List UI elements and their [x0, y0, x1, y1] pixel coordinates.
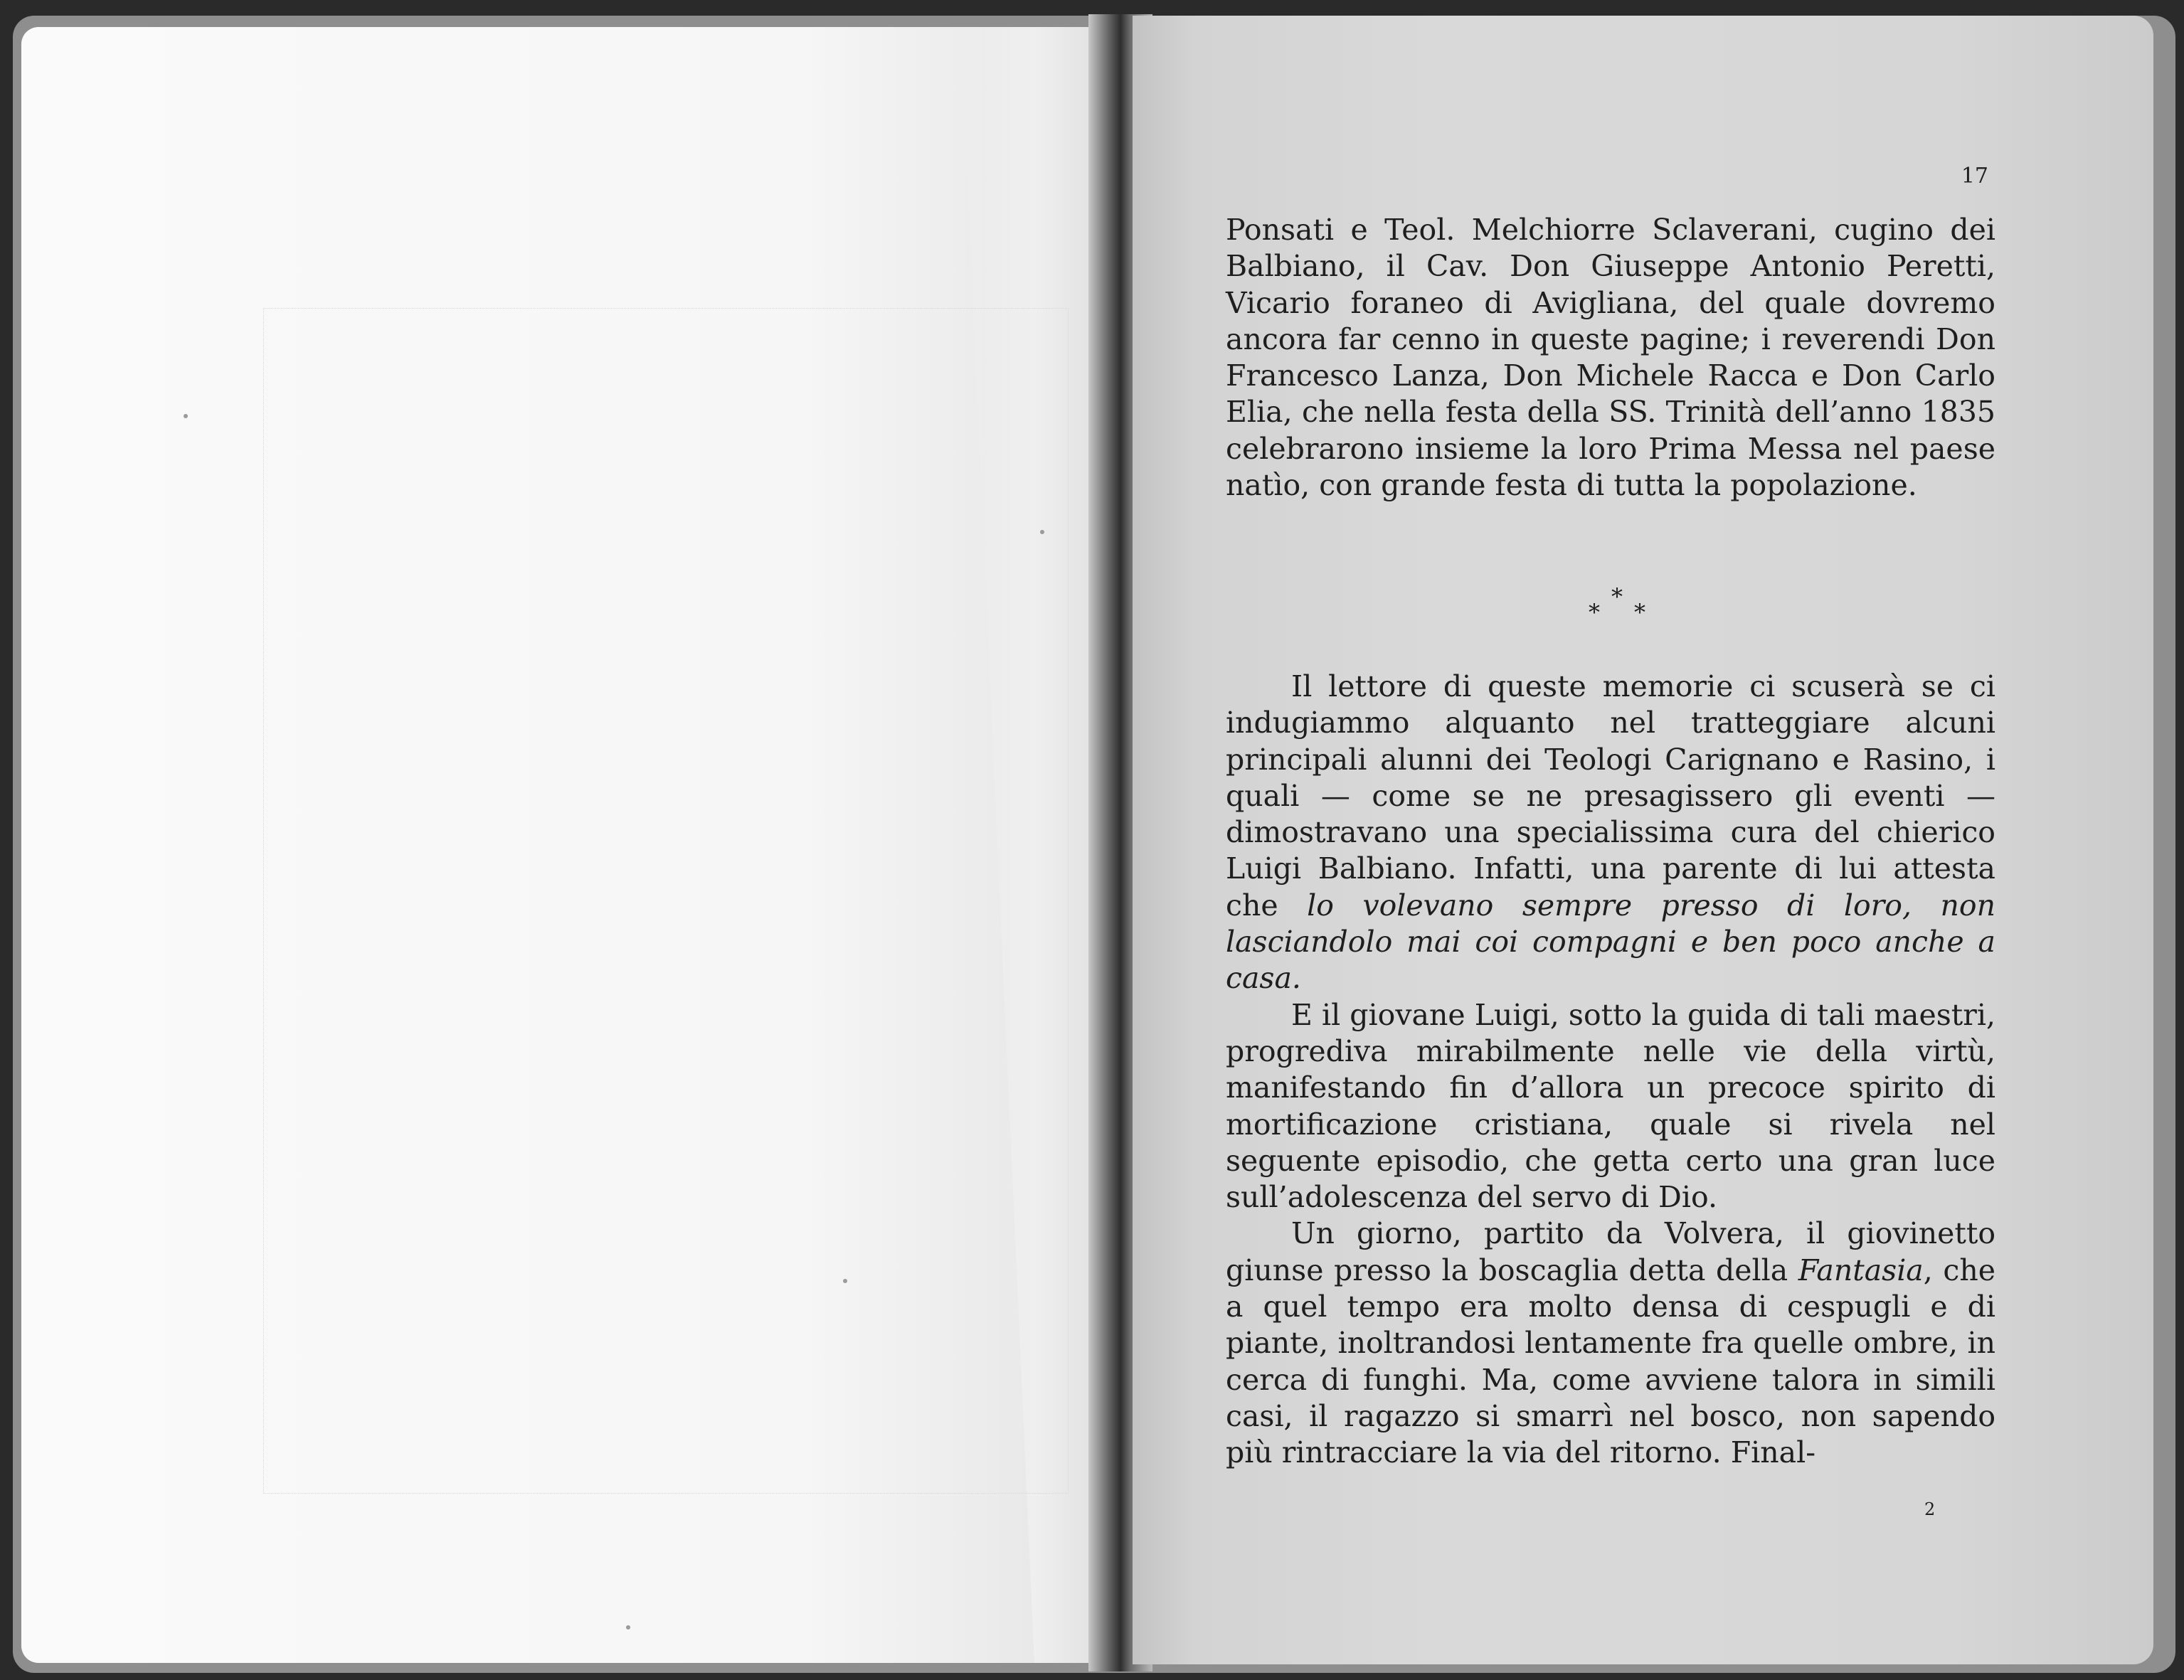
asterisk-right: * — [1634, 599, 1645, 626]
section-separator-asterism — [1576, 583, 1661, 633]
page-speck — [184, 414, 188, 418]
paragraph-4-text-end: , che a quel tempo era molto densa di cespugli e di piante, inoltrandosi lentamente fra quelle ombre, in cerca di funghi. Ma, come avviene talora in simili casi, il ragazzo si smarrì nel bosco, non sapendo più rintracciare la via del ritorno. Final- — [1226, 1253, 1996, 1470]
page-speck — [626, 1625, 630, 1630]
paragraph-2 — [1226, 669, 1995, 997]
paragraph-2-text: Il lettore di queste memorie ci scuserà se ci indugiammo alquanto nel tratteggiare alcuni principali alunni dei Teologi Carignano e Rasino, i quali — come se ne presagissero gli eventi — dimostravano una specialissima cura del chierico Luigi Balbiano. Infatti, una parente di lui attesta che — [1226, 669, 1995, 923]
page-speck — [843, 1279, 847, 1283]
paragraph-1: Ponsati e Teol. Melchiorre Sclaverani, cugino dei Balbiano, il Cav. Don Giuseppe Antonio Peretti, Vicario foraneo di Avigliana, del quale dovremo ancora far cenno in queste pagine; i reverendi Don Francesco Lanza, Don Michele Racca e Don Carlo Elia, che nella festa della SS. Trinità dell’anno 1835 celebrarono insieme la loro Prima Messa nel paese natìo, con grande festa di tutta la popolazione. — [1226, 213, 1995, 503]
left-page-faint-frame — [263, 308, 1069, 1494]
asterisk-left: * — [1589, 599, 1600, 626]
paragraph-4-text-start: Un giorno, partito da Volvera, il giovinetto giunse presso la boscaglia detta della — [1226, 1216, 1995, 1287]
paragraph-4-italic-name: Fantasia — [1798, 1253, 1924, 1287]
paragraph-4 — [1226, 1216, 1995, 1471]
page-number: 17 — [1961, 164, 1988, 188]
paragraph-2-italic-quote: lo volevano sempre presso di loro, non lasciandolo mai coi compagni e ben poco anche a casa. — [1226, 888, 1995, 996]
page-speck — [1040, 530, 1044, 534]
paragraph-3: E il giovane Luigi, sotto la guida di tali maestri, progrediva mirabilmente nelle vie della virtù, manifestando fin d’allora un precoce spirito di mortificazione cristiana, quale si rivela nel seguente episodio, che getta certo una gran luce sull’adolescenza del servo di Dio. — [1226, 997, 1995, 1215]
signature-mark: 2 — [1924, 1499, 1936, 1519]
left-blank-page — [21, 27, 1135, 1663]
asterisk-top: * — [1611, 583, 1623, 610]
